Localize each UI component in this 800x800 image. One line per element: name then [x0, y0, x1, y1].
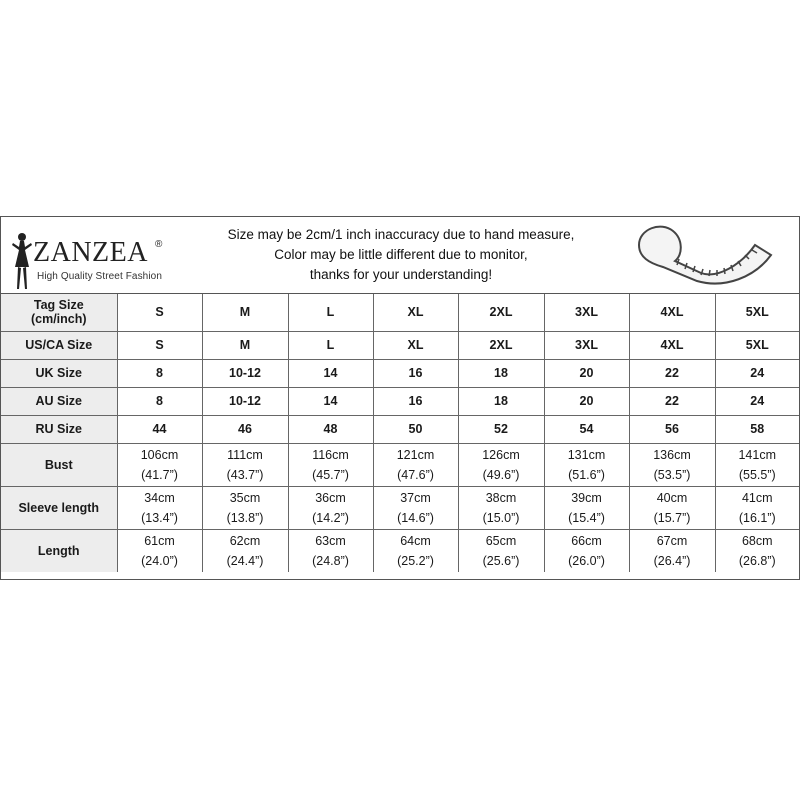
table-cell-text: (16.1”)	[738, 510, 776, 525]
table-cell	[373, 415, 458, 443]
table-cell	[629, 415, 715, 443]
table-cell	[629, 387, 715, 415]
table-cell	[544, 529, 629, 572]
table-cell-text: 16	[408, 394, 423, 408]
table-cell	[458, 359, 544, 387]
table-cell-text: (15.0”)	[482, 510, 520, 525]
table-cell	[373, 387, 458, 415]
table-cell-text: (24.8”)	[312, 553, 349, 568]
table-cell	[202, 359, 288, 387]
table-row	[1, 359, 799, 387]
table-cell	[117, 443, 202, 486]
table-cell-text: 62cm	[229, 533, 261, 548]
table-cell-text: 18	[494, 394, 508, 408]
table-cell-text: 121cm	[396, 447, 435, 462]
table-cell	[288, 415, 373, 443]
table-cell-text: 10-12	[229, 394, 261, 408]
table-cell-text: 136cm	[653, 447, 691, 462]
row-label	[1, 415, 117, 443]
table-cell-text: S	[155, 305, 164, 320]
table-cell	[288, 486, 373, 529]
table-cell	[117, 294, 202, 331]
table-cell-text: 66cm	[571, 533, 602, 548]
table-cell-text: 131cm	[567, 447, 606, 462]
table-cell	[117, 486, 202, 529]
row-label	[1, 331, 117, 359]
table-cell-text: (45.7”)	[312, 467, 349, 482]
table-cell	[373, 331, 458, 359]
table-cell	[715, 359, 799, 387]
notice-line: thanks for your understanding!	[309, 267, 493, 282]
table-cell	[715, 294, 799, 331]
table-cell-text: 22	[665, 366, 679, 380]
table-cell	[202, 415, 288, 443]
table-cell-text: 24	[750, 394, 765, 408]
table-cell-text: (15.7”)	[653, 510, 691, 525]
table-cell-text: 3XL	[575, 305, 598, 320]
notice-line: Size may be 2cm/1 inch inaccuracy due to hand measure,	[227, 227, 575, 242]
table-cell	[458, 415, 544, 443]
table-cell-text: 24	[750, 366, 765, 380]
table-cell-text: 2XL	[489, 305, 513, 320]
table-cell-text: 3XL	[575, 338, 598, 352]
size-table	[1, 294, 799, 572]
table-cell	[117, 387, 202, 415]
table-cell-text: (13.4”)	[141, 510, 178, 525]
table-cell	[373, 359, 458, 387]
table-cell	[202, 294, 288, 331]
table-cell	[715, 415, 799, 443]
table-cell-text: M	[239, 305, 251, 320]
row-label	[1, 387, 117, 415]
table-cell-text: (24.4”)	[226, 553, 264, 568]
table-cell-text: L	[326, 338, 335, 352]
table-cell	[629, 294, 715, 331]
table-cell-text: (26.8”)	[738, 553, 776, 568]
table-row	[1, 415, 799, 443]
table-cell-text: (55.5”)	[738, 467, 776, 482]
table-cell	[715, 529, 799, 572]
table-cell-text: 5XL	[745, 338, 769, 352]
table-cell	[288, 294, 373, 331]
registered-mark: ®	[155, 239, 163, 250]
table-cell-text: 68cm	[741, 533, 773, 548]
table-cell-text: XL	[407, 338, 424, 352]
table-cell-text: 65cm	[485, 533, 517, 548]
table-cell-text: (14.6”)	[397, 510, 434, 525]
row-label-text: RU Size	[35, 422, 83, 436]
table-cell-text: XL	[407, 305, 424, 320]
row-label-text: AU Size	[35, 394, 83, 408]
table-cell-text: 64cm	[400, 533, 431, 548]
notice-line: Color may be little different due to monitor,	[274, 247, 528, 262]
table-cell-text: (43.7”)	[226, 467, 264, 482]
row-label	[1, 443, 117, 486]
table-cell-text: 41cm	[741, 490, 773, 505]
table-cell	[715, 387, 799, 415]
table-cell-text: 5XL	[745, 305, 769, 320]
table-cell	[544, 415, 629, 443]
table-cell	[373, 486, 458, 529]
table-cell-text: 14	[323, 394, 338, 408]
table-cell	[288, 529, 373, 572]
table-cell-text: 8	[156, 394, 163, 408]
table-cell	[458, 294, 544, 331]
table-row	[1, 529, 799, 572]
table-cell-text: 4XL	[660, 338, 684, 352]
table-row	[1, 387, 799, 415]
table-cell	[629, 529, 715, 572]
table-cell-text: 58	[750, 422, 765, 436]
table-cell-text: M	[239, 338, 251, 352]
table-cell-text: 63cm	[315, 533, 346, 548]
table-cell-text: 14	[323, 366, 338, 380]
table-cell-text: 40cm	[656, 490, 688, 505]
table-cell	[458, 331, 544, 359]
table-cell-text: 67cm	[656, 533, 688, 548]
table-cell	[544, 486, 629, 529]
table-cell	[629, 443, 715, 486]
row-label-text: Length	[37, 543, 80, 558]
table-cell-text: L	[326, 305, 335, 320]
table-cell	[373, 529, 458, 572]
table-cell-text: 10-12	[229, 366, 261, 380]
table-cell-text: 126cm	[482, 447, 520, 462]
table-cell	[629, 359, 715, 387]
table-cell-text: 52	[494, 422, 508, 436]
table-cell-text: (41.7”)	[141, 467, 178, 482]
row-label	[1, 294, 117, 331]
table-row	[1, 486, 799, 529]
table-cell-text: (26.0”)	[568, 553, 605, 568]
table-cell-text: (25.6”)	[482, 553, 520, 568]
table-cell	[715, 443, 799, 486]
table-cell	[288, 443, 373, 486]
table-cell-text: (26.4”)	[653, 553, 691, 568]
table-cell-text: (24.0”)	[141, 553, 178, 568]
brand-name: ZANZEA	[33, 237, 148, 268]
table-cell-text: 48	[323, 422, 338, 436]
table-cell-text: 111cm	[227, 447, 263, 462]
brand-logo	[5, 225, 185, 289]
row-label-text: Sleeve length	[18, 500, 100, 515]
table-cell	[544, 387, 629, 415]
table-cell-text: 18	[494, 366, 508, 380]
table-cell	[288, 387, 373, 415]
table-cell	[373, 294, 458, 331]
table-cell-text: (14.2”)	[312, 510, 349, 525]
table-cell	[544, 443, 629, 486]
table-cell-text: 54	[579, 422, 594, 436]
table-cell	[202, 529, 288, 572]
table-cell-text: 22	[665, 394, 679, 408]
table-cell-text: 106cm	[140, 447, 179, 462]
table-cell-text: 39cm	[571, 490, 602, 505]
table-cell-text: (47.6”)	[397, 467, 434, 482]
table-cell	[544, 359, 629, 387]
table-cell-text: 35cm	[229, 490, 261, 505]
row-label-text: US/CA Size	[25, 338, 93, 352]
table-cell	[715, 486, 799, 529]
table-cell	[629, 331, 715, 359]
measurement-notice	[201, 225, 601, 285]
table-cell-text: 56	[665, 422, 679, 436]
table-cell-text: S	[155, 338, 164, 352]
row-label	[1, 359, 117, 387]
table-cell	[202, 387, 288, 415]
table-cell-text: 34cm	[144, 490, 175, 505]
table-cell-text: 20	[579, 366, 594, 380]
table-cell-text: 2XL	[489, 338, 513, 352]
measuring-tape-icon	[637, 221, 777, 289]
table-row	[1, 331, 799, 359]
table-cell-text: 36cm	[315, 490, 346, 505]
row-label-text: UK Size	[35, 366, 83, 380]
table-cell	[458, 387, 544, 415]
table-cell-text: 141cm	[738, 447, 777, 462]
table-cell-text: 20	[579, 394, 594, 408]
table-cell-text: (13.8”)	[226, 510, 264, 525]
table-cell	[202, 443, 288, 486]
table-cell-text: (49.6”)	[482, 467, 520, 482]
table-cell-text: 4XL	[660, 305, 684, 320]
table-cell-text: 38cm	[485, 490, 517, 505]
table-cell	[544, 294, 629, 331]
table-cell-text: (15.4”)	[568, 510, 605, 525]
table-row	[1, 294, 799, 331]
size-chart-header	[1, 217, 799, 294]
table-cell-text: 37cm	[400, 490, 431, 505]
table-cell	[544, 331, 629, 359]
table-cell-text: (51.6”)	[568, 467, 605, 482]
row-label-text: Tag Size	[33, 298, 84, 313]
table-cell	[715, 331, 799, 359]
table-cell	[117, 415, 202, 443]
table-cell-text: 44	[152, 422, 167, 436]
size-table-body	[1, 294, 799, 572]
row-label	[1, 529, 117, 572]
table-cell-text: 61cm	[144, 533, 175, 548]
table-cell	[629, 486, 715, 529]
table-cell	[373, 443, 458, 486]
table-cell-text: 46	[238, 422, 252, 436]
table-cell-text: 8	[156, 366, 163, 380]
row-label-text: Bust	[44, 457, 73, 472]
table-cell	[202, 331, 288, 359]
table-cell	[288, 331, 373, 359]
table-cell	[458, 529, 544, 572]
table-cell-text: 16	[408, 366, 423, 380]
table-cell	[202, 486, 288, 529]
table-cell-text: 50	[408, 422, 423, 436]
table-cell	[117, 331, 202, 359]
row-label	[1, 486, 117, 529]
brand-tagline: High Quality Street Fashion	[37, 271, 162, 282]
row-label-text: (cm/inch)	[30, 312, 87, 327]
table-cell-text: (53.5”)	[653, 467, 691, 482]
table-cell-text: 116cm	[312, 447, 349, 462]
table-cell	[117, 359, 202, 387]
table-cell	[117, 529, 202, 572]
table-cell	[458, 486, 544, 529]
table-cell	[288, 359, 373, 387]
table-cell-text: (25.2”)	[397, 553, 434, 568]
size-chart	[0, 216, 800, 580]
table-cell	[458, 443, 544, 486]
table-row	[1, 443, 799, 486]
